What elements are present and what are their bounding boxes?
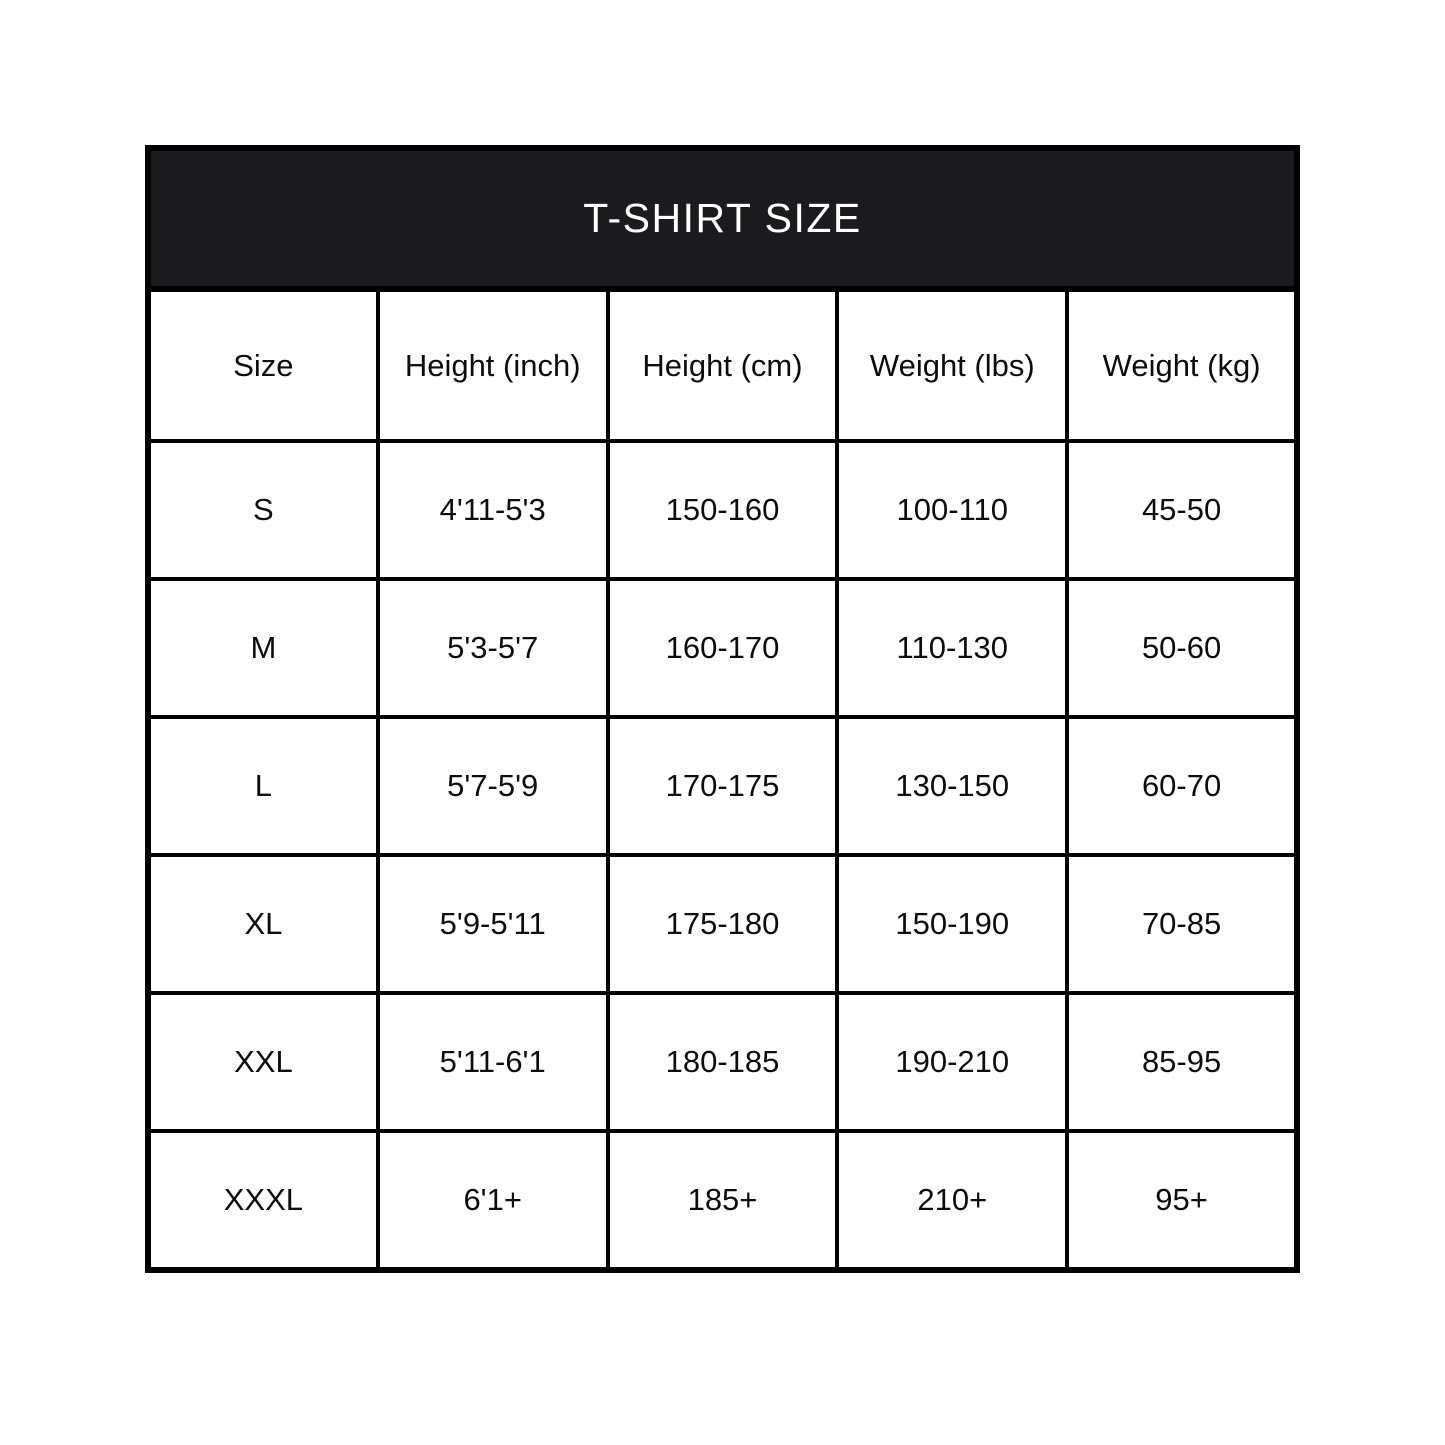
column-header-weight-kg: Weight (kg) <box>1067 289 1297 441</box>
tshirt-size-table <box>145 145 1300 1273</box>
cell-size: XXXL <box>148 1131 378 1270</box>
cell-height-inch: 4'11-5'3 <box>378 441 608 579</box>
cell-height-inch: 5'9-5'11 <box>378 855 608 993</box>
cell-height-inch: 5'3-5'7 <box>378 579 608 717</box>
cell-size: L <box>148 717 378 855</box>
cell-weight-lbs: 110-130 <box>837 579 1067 717</box>
table-row-l <box>148 717 1297 855</box>
cell-weight-kg: 45-50 <box>1067 441 1297 579</box>
table-row-xl <box>148 855 1297 993</box>
cell-height-inch: 6'1+ <box>378 1131 608 1270</box>
column-header-row <box>148 289 1297 441</box>
title-banner-row <box>148 148 1297 289</box>
cell-size: S <box>148 441 378 579</box>
cell-height-inch: 5'7-5'9 <box>378 717 608 855</box>
cell-weight-kg: 50-60 <box>1067 579 1297 717</box>
cell-weight-kg: 70-85 <box>1067 855 1297 993</box>
cell-height-cm: 170-175 <box>608 717 838 855</box>
cell-weight-lbs: 130-150 <box>837 717 1067 855</box>
cell-height-cm: 160-170 <box>608 579 838 717</box>
title-banner <box>148 148 1297 289</box>
table-row-xxl <box>148 993 1297 1131</box>
cell-height-cm: 175-180 <box>608 855 838 993</box>
cell-height-cm: 180-185 <box>608 993 838 1131</box>
cell-size: XXL <box>148 993 378 1131</box>
cell-weight-lbs: 190-210 <box>837 993 1067 1131</box>
cell-height-inch: 5'11-6'1 <box>378 993 608 1131</box>
cell-weight-lbs: 150-190 <box>837 855 1067 993</box>
table-row-s <box>148 441 1297 579</box>
cell-weight-lbs: 100-110 <box>837 441 1067 579</box>
cell-size: M <box>148 579 378 717</box>
cell-weight-kg: 95+ <box>1067 1131 1297 1270</box>
page-title: T-SHIRT SIZE <box>583 195 862 241</box>
table-row-xxxl <box>148 1131 1297 1270</box>
column-header-height-inch: Height (inch) <box>378 289 608 441</box>
cell-size: XL <box>148 855 378 993</box>
cell-weight-lbs: 210+ <box>837 1131 1067 1270</box>
cell-weight-kg: 60-70 <box>1067 717 1297 855</box>
cell-weight-kg: 85-95 <box>1067 993 1297 1131</box>
cell-height-cm: 150-160 <box>608 441 838 579</box>
cell-height-cm: 185+ <box>608 1131 838 1270</box>
size-chart <box>145 145 1300 1273</box>
column-header-weight-lbs: Weight (lbs) <box>837 289 1067 441</box>
column-header-height-cm: Height (cm) <box>608 289 838 441</box>
table-row-m <box>148 579 1297 717</box>
column-header-size: Size <box>148 289 378 441</box>
